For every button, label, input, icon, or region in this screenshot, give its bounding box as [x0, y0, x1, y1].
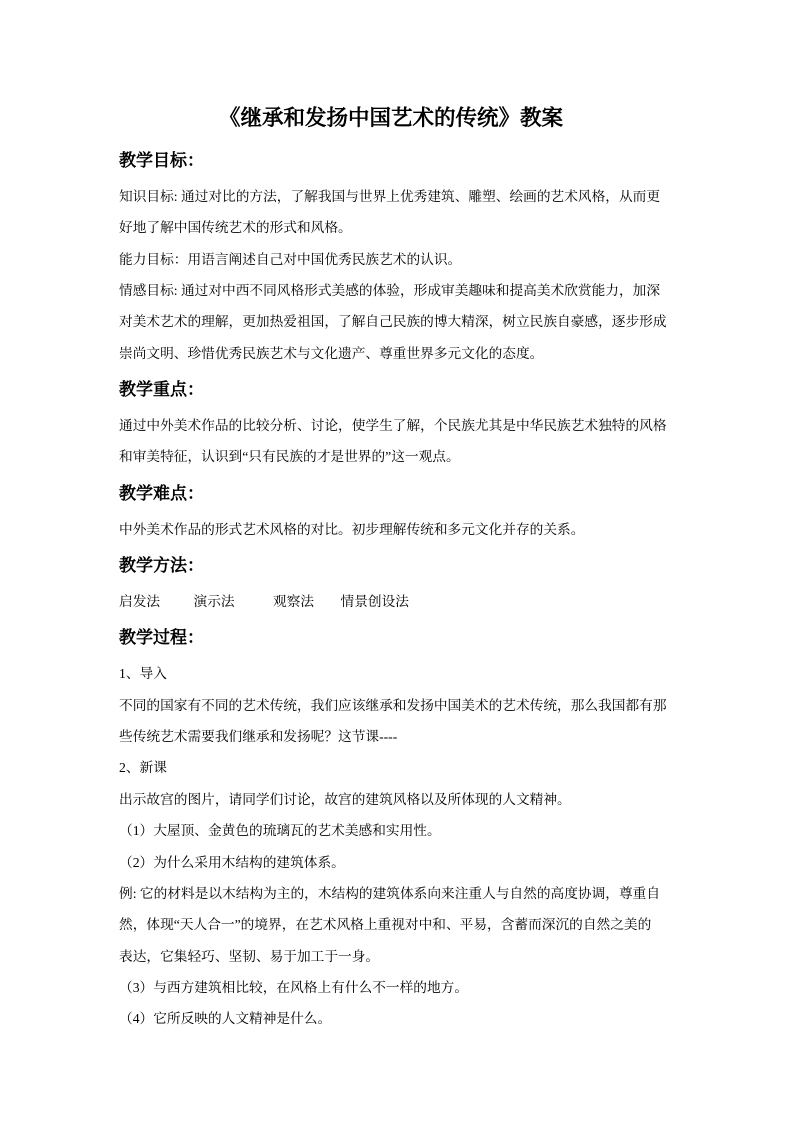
paragraph-line: 好地了解中国传统艺术的形式和风格。 [119, 220, 352, 236]
paragraph-line: 中外美术作品的形式艺术风格的对比。初步理解传统和多元文化并存的关系。 [119, 521, 585, 537]
section-heading-key-points: 教学重点： [119, 380, 204, 400]
paragraph-line: 出示故宫的图片，请同学们讨论，故宫的建筑风格以及所体现的人文精神。 [119, 791, 571, 807]
section-heading-methods: 教学方法： [119, 556, 204, 576]
paragraph-line: 例: 它的材料是以木结构为主的，木结构的建筑体系向来注重人与自然的高度协调，尊重自 [119, 885, 661, 901]
paragraph-line: 然，体现“天人合一”的境界，在艺术风格上重视对中和、平易，含蓄而深沉的自然之美的 [119, 917, 652, 933]
paragraph-line: 1、导入 [119, 666, 167, 682]
paragraph-line: 2、新课 [119, 760, 167, 776]
method-item: 演示法 [193, 594, 235, 610]
paragraph-line: （1）大屋顶、金黄色的琉璃瓦的艺术美感和实用性。 [119, 823, 441, 839]
paragraph-line: 崇尚文明、珍惜优秀民族艺术与文化遗产、尊重世界多元文化的态度。 [119, 345, 544, 361]
section-heading-difficulties: 教学难点： [119, 483, 204, 503]
paragraph-line: 表达，它集轻巧、坚韧、易于加工于一身。 [119, 948, 380, 964]
paragraph-line: 和审美特征，认识到“只有民族的才是世界的”这一观点。 [119, 449, 460, 465]
paragraph-line: （3）与西方建筑相比较，在风格上有什么不一样的地方。 [119, 979, 469, 995]
method-item: 情景创设法 [340, 594, 409, 610]
paragraph-line: 能力目标：用语言阐述自己对中国优秀民族艺术的认识。 [119, 251, 462, 267]
paragraph-line: 情感目标: 通过对中西不同风格形式美感的体验，形成审美趣味和提高美术欣赏能力，加深 [119, 283, 661, 299]
paragraph-line: 知识目标: 通过对比的方法，了解我国与世界上优秀建筑、雕塑、绘画的艺术风格，从而更 [119, 189, 661, 204]
section-heading-objectives: 教学目标： [119, 151, 204, 170]
paragraph-line: （2）为什么采用木结构的建筑体系。 [119, 854, 345, 870]
paragraph-line: 对美术艺术的理解，更加热爱祖国，了解自己民族的博大精深，树立民族自豪感，逐步形成 [119, 314, 667, 330]
paragraph-line: 通过中外美术作品的比较分析、讨论，使学生了解，个民族尤其是中华民族艺术独特的风格 [119, 418, 667, 434]
section-heading-process: 教学过程： [119, 628, 204, 648]
method-item: 启发法 [119, 594, 161, 610]
paragraph-line: （4）它所反映的人文精神是什么。 [119, 1011, 332, 1027]
method-item: 观察法 [273, 594, 315, 610]
document-title: 《继承和发扬中国艺术的传统》教案 [218, 106, 563, 130]
document-body [119, 96, 699, 1035]
paragraph-line: 不同的国家有不同的艺术传统，我们应该继承和发扬中国美术的艺术传统，那么我国都有那 [119, 697, 667, 713]
paragraph-line: 些传统艺术需要我们继承和发扬呢？这节课---- [119, 729, 398, 745]
methods-list [119, 586, 699, 617]
